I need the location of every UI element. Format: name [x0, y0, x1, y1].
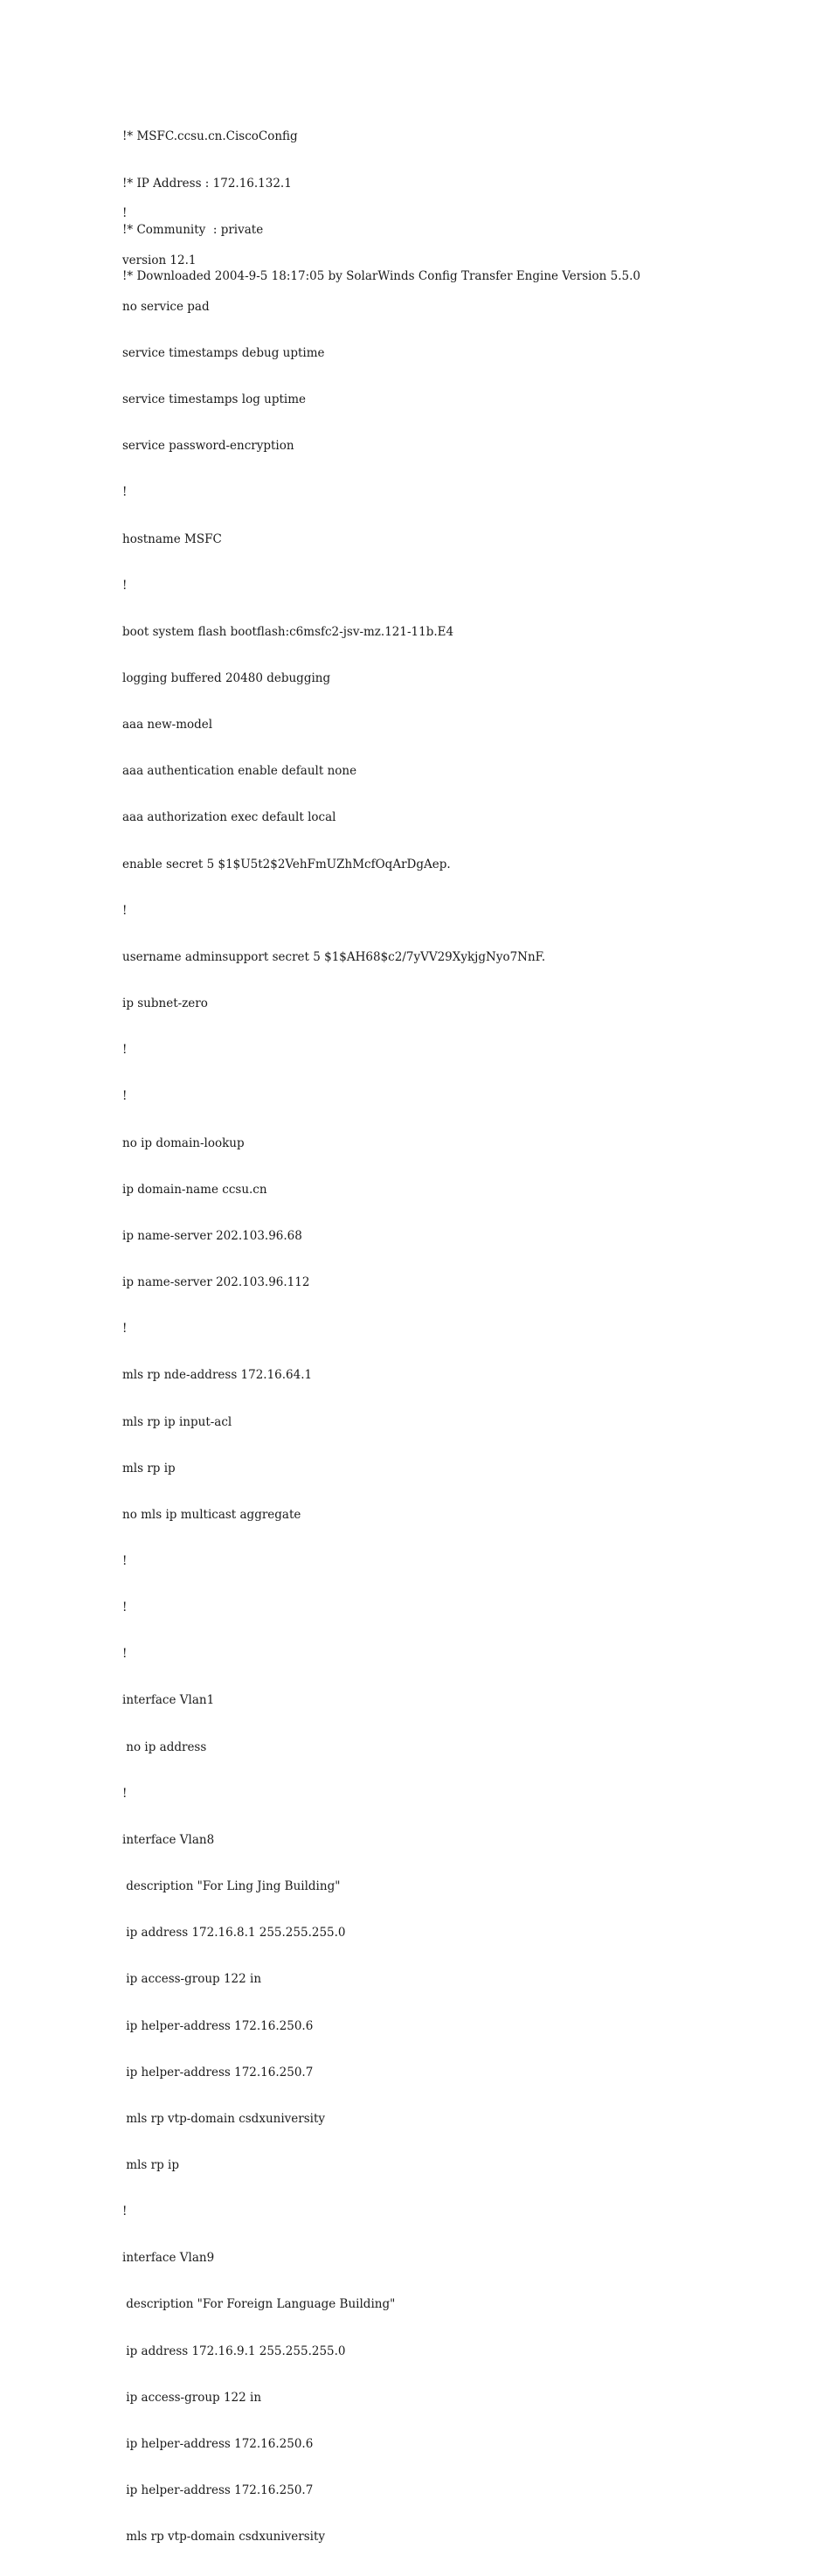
config-line: version 12.1 — [122, 253, 197, 267]
config-line: ! — [122, 903, 128, 918]
config-line: ip access-group 122 in — [122, 1972, 262, 1987]
config-line: no ip domain-lookup — [122, 1135, 245, 1150]
config-line: no mls ip multicast aggregate — [122, 1507, 301, 1522]
config-body — [122, 176, 545, 2576]
config-line: ! — [122, 485, 128, 500]
config-line: ip subnet-zero — [122, 996, 208, 1011]
config-line: ip helper-address 172.16.250.6 — [122, 2436, 314, 2451]
config-line: mls rp vtp-domain csdxuniversity — [122, 2111, 326, 2126]
config-line: service timestamps debug uptime — [122, 345, 325, 360]
config-line: ! — [122, 1647, 128, 1662]
config-line: ! — [122, 1600, 128, 1615]
config-line: ip domain-name ccsu.cn — [122, 1182, 267, 1197]
config-line: mls rp nde-address 172.16.64.1 — [122, 1368, 313, 1383]
config-line: aaa authentication enable default none — [122, 764, 357, 779]
config-line: description "For Ling Jing Building" — [122, 1879, 341, 1894]
config-line: logging buffered 20480 debugging — [122, 671, 331, 685]
config-line: mls rp ip — [122, 1461, 176, 1475]
config-line: ! — [122, 1322, 128, 1337]
config-line: ip access-group 122 in — [122, 2390, 262, 2405]
config-line: ! — [122, 1786, 128, 1801]
config-line: mls rp ip input-acl — [122, 1414, 232, 1429]
config-line: ! — [122, 1553, 128, 1568]
config-line: ip name-server 202.103.96.112 — [122, 1275, 310, 1290]
config-line: ip address 172.16.8.1 255.255.255.0 — [122, 1926, 346, 1941]
config-line: ! — [122, 2205, 128, 2219]
header-line: !* IP Address : 172.16.132.1 — [122, 176, 292, 191]
config-line: interface Vlan9 — [122, 2251, 215, 2266]
config-line: aaa authorization exec default local — [122, 810, 336, 825]
config-line: ip helper-address 172.16.250.6 — [122, 2018, 314, 2033]
config-line: username adminsupport secret 5 $1$AH68$c2/7yVV29XykjgNyo7NnF. — [122, 949, 546, 964]
config-line: ip name-server 202.103.96.68 — [122, 1228, 302, 1243]
config-line: ! — [122, 578, 128, 593]
config-line: no service pad — [122, 299, 210, 314]
config-line: ip address 172.16.9.1 255.255.255.0 — [122, 2343, 346, 2358]
config-line: mls rp ip — [122, 2158, 179, 2172]
header-line: !* Community : private — [122, 222, 264, 237]
config-line: service password-encryption — [122, 439, 294, 454]
config-line: hostname MSFC — [122, 531, 222, 546]
config-line: service timestamps log uptime — [122, 392, 307, 407]
config-line: ip helper-address 172.16.250.7 — [122, 2483, 314, 2498]
config-line: enable secret 5 $1$U5t2$2VehFmUZhMcfOqArDgAep. — [122, 857, 451, 871]
config-line: no ip address — [122, 1739, 207, 1754]
config-line: ip helper-address 172.16.250.7 — [122, 2065, 314, 2080]
config-line: aaa new-model — [122, 718, 213, 733]
config-line: description "For Foreign Language Building" — [122, 2297, 396, 2312]
config-line: ! — [122, 1043, 128, 1058]
config-line: ! — [122, 206, 128, 221]
config-line: interface Vlan8 — [122, 1832, 215, 1847]
header-line: !* Downloaded 2004-9-5 18:17:05 by SolarWinds Config Transfer Engine Version 5.5.0 — [122, 268, 640, 283]
config-line: mls rp vtp-domain csdxuniversity — [122, 2530, 326, 2545]
config-line: boot system flash bootflash:c6msfc2-jsv-mz.121-11b.E4 — [122, 624, 454, 639]
config-line: interface Vlan1 — [122, 1693, 215, 1708]
header-line: !* MSFC.ccsu.cn.CiscoConfig — [122, 129, 298, 144]
config-line: ! — [122, 1089, 128, 1104]
